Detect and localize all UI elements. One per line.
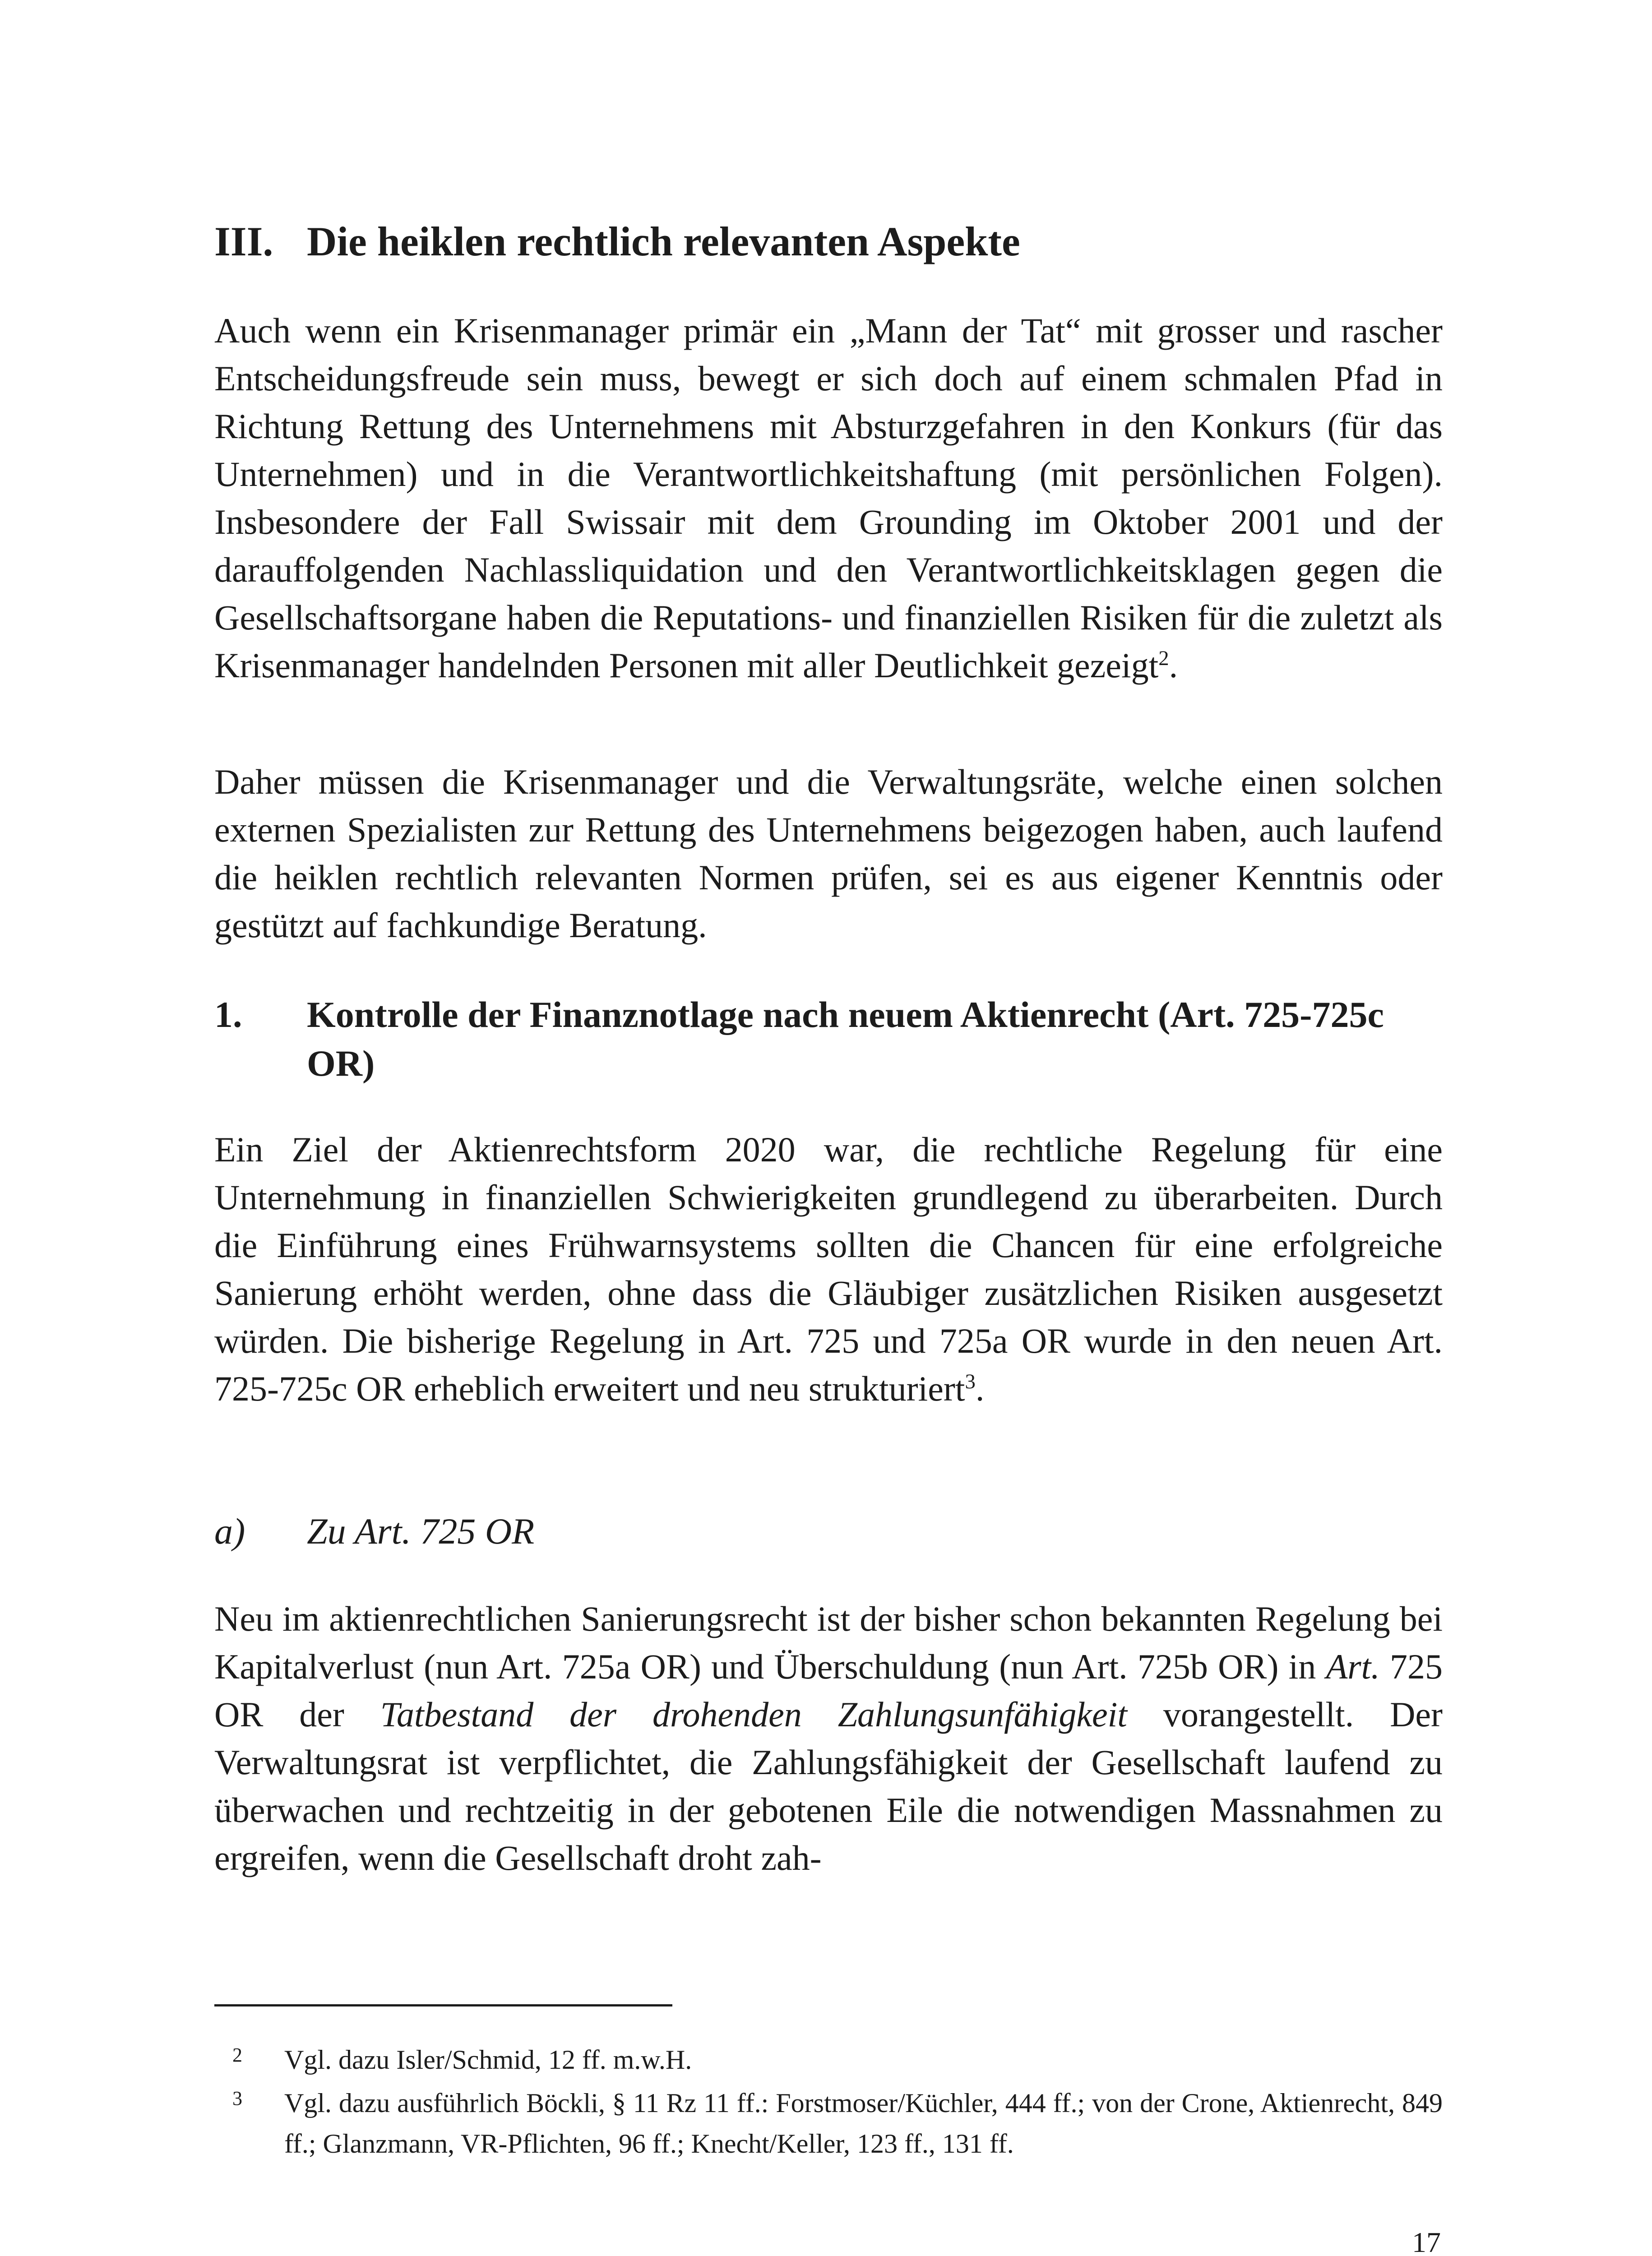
footnote-text: Vgl. dazu Isler/Schmid, 12 ff. m.w.H. <box>284 2045 692 2075</box>
paragraph-art725-part-e: vorangestellt. Der Verwaltungsrat ist verpflichtet, die Zahlungsfähigkeit der Gesellschaft laufend zu überwachen und rechtzeitig in der gebotenen Eile die notwendigen Massnahmen zu ergreifen, wenn die Gesellschaft droht zah- <box>214 1695 1443 1877</box>
paragraph-art725-part-b: Art. <box>1326 1647 1380 1686</box>
paragraph-reform-end: . <box>975 1369 985 1408</box>
paragraph-intro <box>214 307 1443 689</box>
subsubsection-heading <box>214 1507 1443 1556</box>
subsection-title: Kontrolle der Finanznotlage nach neuem Aktienrecht (Art. 725-725c OR) <box>307 994 1384 1084</box>
paragraph-reform <box>214 1126 1443 1413</box>
subsubsection-number: a) <box>214 1511 245 1552</box>
footnote-ref-2[interactable]: 2 <box>1158 647 1169 670</box>
subsection-number: 1. <box>214 994 242 1035</box>
paragraph-art725-part-c: 725 OR der <box>214 1647 1443 1734</box>
paragraph-reform-text: Ein Ziel der Aktienrechtsform 2020 war, die rechtliche Regelung für eine Unternehmung in finanziellen Schwierigkeiten grundlegend zu überarbeiten. Durch die Einführung eines Frühwarnsystems sollten die Chancen für eine erfolgreiche Sanierung erhöht werden, ohne dass die Gläubiger zusätzlichen Risiken ausgesetzt würden. Die bisherige Regelung in Art. 725 und 725a OR wurde in den neuen Art. 725-725c OR erheblich erweitert und neu strukturiert <box>214 1130 1443 1408</box>
paragraph-intro-end: . <box>1169 646 1178 685</box>
paragraph-art725-part-a: Neu im aktienrechtlichen Sanierungsrecht ist der bisher schon bekannten Regelung bei Kapitalverlust (nun Art. 725a OR) und Überschuldung (nun Art. 725b OR) in <box>214 1599 1443 1686</box>
footnote-3 <box>214 2083 1443 2164</box>
footnote-text: Vgl. dazu ausführlich Böckli, § 11 Rz 11 ff.: Forstmoser/Küchler, 444 ff.; von der Crone, Aktienrecht, 849 ff.; Glanzmann, VR-Pflichten, 96 ff.; Knecht/Keller, 123 ff., 131 ff. <box>284 2088 1443 2159</box>
page-number: 17 <box>1412 2226 1441 2256</box>
section-title: Die heiklen rechtlich relevanten Aspekte <box>307 218 1020 264</box>
footnotes <box>214 2039 1443 2167</box>
section-heading <box>214 217 1443 266</box>
footnote-number: 3 <box>232 2087 242 2109</box>
paragraph-art725 <box>214 1595 1443 1882</box>
paragraph-intro-text: Auch wenn ein Krisenmanager primär ein „Mann der Tat“ mit grosser und rascher Entscheidungsfreude sein muss, bewegt er sich doch auf einem schmalen Pfad in Richtung Rettung des Unternehmens mit Absturzgefahren in den Konkurs (für das Unternehmen) und in die Verantwortlichkeitshaftung (mit persönlichen Folgen). Insbesondere der Fall Swissair mit dem Grounding im Oktober 2001 und der darauffolgenden Nachlassliquidation und den Verantwortlichkeitsklagen gegen die Gesellschaftsorgane haben die Reputations- und finanziellen Risiken für die zuletzt als Krisenmanager handelnden Personen mit aller Deutlichkeit gezeigt <box>214 311 1443 685</box>
footnote-number: 2 <box>232 2044 242 2066</box>
paragraph-art725-part-d: Tatbestand der drohenden Zahlungsunfähigkeit <box>380 1695 1127 1734</box>
footnote-divider <box>214 2004 672 2006</box>
paragraph-consequence: Daher müssen die Krisenmanager und die Verwaltungsräte, welche einen solchen externen Spezialisten zur Rettung des Unternehmens beigezogen haben, auch laufend die heiklen rechtlich relevanten Normen prüfen, sei es aus eigener Kenntnis oder gestützt auf fachkundige Beratung. <box>214 762 1443 945</box>
footnote-2 <box>214 2039 1443 2080</box>
section-number: III. <box>214 218 273 264</box>
subsection-heading <box>214 990 1443 1088</box>
footnote-ref-3[interactable]: 3 <box>965 1370 976 1393</box>
subsubsection-title: Zu Art. 725 OR <box>307 1511 535 1552</box>
